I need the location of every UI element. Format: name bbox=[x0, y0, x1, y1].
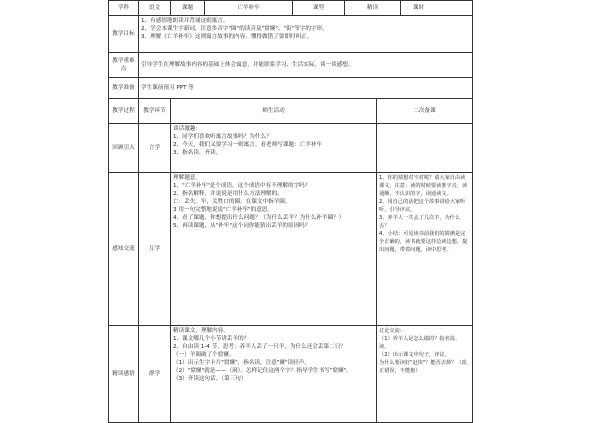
activity-line: 1、"亡羊补牢"是个成语，这个成语中有不理解的字吗？ bbox=[173, 183, 311, 189]
activity-cell bbox=[171, 124, 377, 173]
keypoints-content: 引导学生在理解故事内容的基础上体会寓意，并能联系学习、生活实际，谈一谈感想。 bbox=[139, 53, 473, 78]
activity-line: 3、指名读、齐读。 bbox=[173, 150, 222, 156]
second-line: 2、用自己的话把这个故事讲给大家听听，引导评议。 bbox=[379, 199, 466, 213]
header-row bbox=[109, 1, 473, 16]
second-cell bbox=[377, 173, 473, 326]
process-cell: 精读感悟 bbox=[109, 326, 139, 423]
activity-line: 3 用一句完整地说说"亡羊补牢"的意思。 bbox=[173, 207, 273, 213]
second-line: （2）出示课文中句子，评议。 bbox=[379, 352, 450, 358]
lesson-plan-table bbox=[108, 0, 473, 423]
process-cell: 回顾引入 bbox=[109, 124, 139, 173]
second-cell bbox=[377, 124, 473, 173]
link-cell: 互学 bbox=[139, 173, 171, 326]
activity-line: （一）羊圈破了个窟窿。 bbox=[173, 352, 235, 358]
prep-label: 教学准备 bbox=[109, 78, 139, 99]
table-row bbox=[109, 326, 473, 423]
goal-line: 1、有感情地朗读并背诵这则寓言。 bbox=[141, 18, 229, 24]
process-cell: 感知交流 bbox=[109, 173, 139, 326]
second-line: 3、养羊人一共丢了几次羊，为什么丢？ bbox=[379, 215, 461, 229]
activity-line: （1）出示生字卡片"窟窿"，指名读，注意"窿"读轻声。 bbox=[173, 360, 310, 366]
col-process: 教学过程 bbox=[109, 99, 139, 124]
activity-line: 4、看了课题，你想提出什么问题？（为什么丢羊？为什么补羊圈？） bbox=[173, 215, 345, 221]
activity-line: 2、指名解释，并说说是用什么方法理解的。 bbox=[173, 191, 283, 197]
lesson-plan-sheet bbox=[108, 0, 472, 400]
table-row bbox=[109, 173, 473, 326]
prep-content: 学生课前预习 PPT 等 bbox=[139, 78, 473, 99]
activity-line: 2、自由读 1-4 节，思考：养羊人丢了一只羊，为什么还会丢第二只？ bbox=[173, 344, 346, 350]
activity-line: 5、再读课题，从"补牢"这个词你能猜出丢羊的原因吗？ bbox=[173, 223, 311, 229]
activity-cell bbox=[171, 173, 377, 326]
col-second: 二次备课 bbox=[377, 99, 473, 124]
activity-cell bbox=[171, 326, 377, 423]
activity-line: 谈话激趣： bbox=[173, 126, 201, 132]
subject-value: 语文 bbox=[139, 1, 171, 16]
subject-label: 学科 bbox=[109, 1, 139, 16]
columns-row bbox=[109, 99, 473, 124]
activity-line: （3）齐读这句话。（第三句） bbox=[173, 376, 247, 382]
activity-line: 精读课文，理解内容。 bbox=[173, 328, 229, 334]
link-cell: 言学 bbox=[139, 124, 171, 173]
col-activity: 师生活动 bbox=[171, 99, 377, 124]
topic-label: 课题 bbox=[171, 1, 205, 16]
activity-line: 1、同学们喜欢听寓言故事吗？为什么？ bbox=[173, 134, 272, 140]
second-line: （1）养羊人是怎么做的？指名说、读。 bbox=[379, 336, 461, 350]
topic-value: 亡羊补牢 bbox=[205, 1, 293, 16]
keypoints-row bbox=[109, 53, 473, 78]
activity-line: 2、今天，我们又要学习一则寓言。看老师写课题：亡羊补牢 bbox=[173, 142, 322, 148]
type-label: 课型 bbox=[293, 1, 345, 16]
goals-content bbox=[139, 16, 473, 53]
period-cell bbox=[401, 1, 473, 16]
goals-row bbox=[109, 16, 473, 53]
second-cell bbox=[377, 326, 473, 423]
second-line: 讨论交流： bbox=[379, 328, 405, 334]
goal-line: 3、理解《亡羊补牢》这则寓言故事的内容，懂得做错了要即时纠正。 bbox=[141, 34, 313, 40]
activity-line: 亡：丢失。牢，关牲口的圈，在课文中指羊圈。 bbox=[173, 199, 291, 205]
second-line: 为什么要读好"赶快"？能否去掉？（改正错误，不能拖） bbox=[379, 360, 467, 374]
second-line: 1、你的猜想对不对呢？请大家自由读课文，注意：读的时候要读准字音，读通顺，不认识的字，读通读文。 bbox=[379, 175, 468, 197]
activity-line: 1、课文哪几个小节讲丢羊的？ bbox=[173, 336, 250, 342]
second-line: 4、小结：可见读书前我们的猜测是完全正确的，读书就要这样边读边想，提出问题，带着问题，读中思考。 bbox=[379, 231, 468, 253]
activity-line: （2）"窟窿"就是——（洞）。怎样记住这两个字？指导学生书写"窟窿"。 bbox=[173, 368, 352, 374]
keypoints-label: 教学重难点 bbox=[109, 53, 139, 78]
link-cell: 群学 bbox=[139, 326, 171, 423]
type-value: 精读 bbox=[345, 1, 401, 16]
activity-line: 理解题意。 bbox=[173, 175, 201, 181]
goal-line: 2、学会本课生字新词，注意多音字"圈"的读音及"窟窿"、"街"等字的字形。 bbox=[141, 26, 328, 32]
goals-label: 教学目标 bbox=[109, 16, 139, 53]
table-row bbox=[109, 124, 473, 173]
prep-row bbox=[109, 78, 473, 99]
period-label: 课时 bbox=[413, 5, 425, 11]
col-link: 教学环节 bbox=[139, 99, 171, 124]
